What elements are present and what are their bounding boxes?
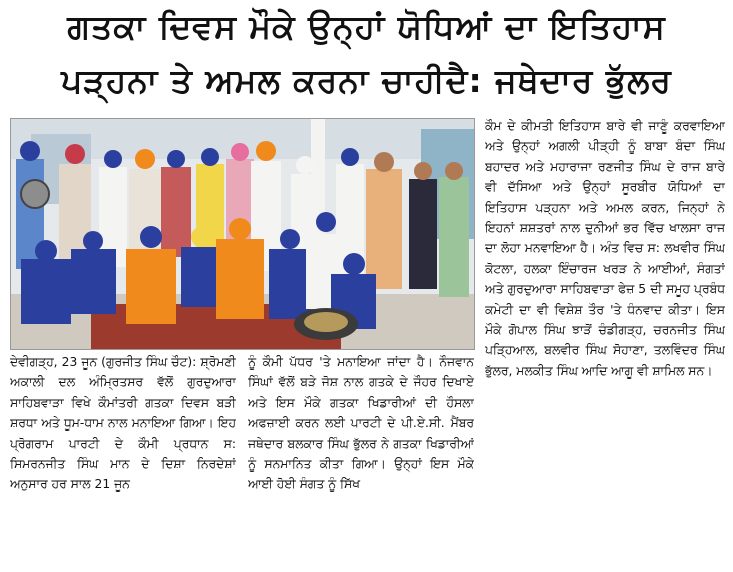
group-photo-icon (11, 119, 474, 349)
news-photo (10, 118, 475, 350)
headline-line-2: ਪੜ੍ਹਨਾ ਤੇ ਅਮਲ ਕਰਨਾ ਚਾਹੀਦੈ: ਜਥੇਦਾਰ ਭੁੱਲਰ (61, 61, 672, 100)
headline-line-1: ਗਤਕਾ ਦਿਵਸ ਮੌਕੇ ਉਨ੍ਹਾਂ ਯੋਧਿਆਂ ਦਾ ਇਤਿਹਾਸ (67, 7, 666, 46)
headline (0, 0, 733, 112)
article-column-middle: ਨੂੰ ਕੌਮੀ ਪੱਧਰ 'ਤੇ ਮਨਾਇਆ ਜਾਂਦਾ ਹੈ। ਨੌਜਵਾਨ ਸਿੰਘਾਂ ਵੱਲੋਂ ਬੜੇ ਜੋਸ਼ ਨਾਲ ਗਤਕੇ ਦੇ ਜੌਹਰ ਦਿਖਾਏ ਅਤੇ ਇਸ ਮੌਕੇ ਗਤਕਾ ਖਿਡਾਰੀਆਂ ਦੀ ਹੌਸਲਾ ਅਫਜ਼ਾਈ ਕਰਨ ਲਈ ਪਾਰਟੀ ਦੇ ਪੀ.ਏ.ਸੀ. ਮੈਂਬਰ ਜਥੇਦਾਰ ਬਲਕਾਰ ਸਿੰਘ ਭੁੱਲਰ ਨੇ ਗਤਕਾ ਖਿਡਾਰੀਆਂ ਨੂੰ ਸਨਮਾਨਿਤ ਕੀਤਾ ਗਿਆ। ਉਨ੍ਹਾਂ ਇਸ ਮੌਕੇ ਆਈ ਹੋਈ ਸੰਗਤ ਨੂੰ ਸਿੱਖ (248, 355, 474, 492)
article-column-left: ਦੇਵੀਗੜ੍ਹ, 23 ਜੂਨ (ਗੁਰਜੀਤ ਸਿੰਘ ਚੌਟ): ਸ਼੍ਰੋਮਣੀ ਅਕਾਲੀ ਦਲ ਅੰਮ੍ਰਿਤਸਰ ਵੱਲੋਂ ਗੁਰਦੁਆਰਾ ਸਾਹਿਬਵਾੜਾ ਵਿਖੇ ਕੌਮਾਂਤਰੀ ਗਤਕਾ ਦਿਵਸ ਬੜੀ ਸ਼ਰਧਾ ਅਤੇ ਧੂਮ-ਧਾਮ ਨਾਲ ਮਨਾਇਆ ਗਿਆ। ਇਹ ਪ੍ਰੋਗਰਾਮ ਪਾਰਟੀ ਦੇ ਕੌਮੀ ਪ੍ਰਧਾਨ ਸ: ਸਿਮਰਨਜੀਤ ਸਿੰਘ ਮਾਨ ਦੇ ਦਿਸ਼ਾ ਨਿਰਦੇਸ਼ਾਂ ਅਨੁਸਾਰ ਹਰ ਸਾਲ 21 ਜੂਨ (10, 355, 236, 492)
article-column-right: ਕੌਮ ਦੇ ਕੀਮਤੀ ਇਤਿਹਾਸ ਬਾਰੇ ਵੀ ਜਾਣੂੰ ਕਰਵਾਇਆ ਅਤੇ ਉਨ੍ਹਾਂ ਅਗਲੀ ਪੀੜ੍ਹੀ ਨੂੰ ਬਾਬਾ ਬੰਦਾ ਸਿੰਘ ਬਹਾਦਰ ਅਤੇ ਮਹਾਰਾਜਾ ਰਣਜੀਤ ਸਿੰਘ ਦੇ ਰਾਜ ਬਾਰੇ ਵੀ ਦੱਸਿਆ ਅਤੇ ਉਨ੍ਹਾਂ ਸੂਰਬੀਰ ਯੋਧਿਆਂ ਦਾ ਇਤਿਹਾਸ ਪੜ੍ਹਨਾ ਅਤੇ ਅਮਲ ਕਰਨ, ਜਿਨ੍ਹਾਂ ਨੇ ਇਹਨਾਂ ਸ਼ਸ਼ਤਰਾਂ ਨਾਲ ਦੁਨੀਆਂ ਭਰ ਵਿੱਚ ਖਾਲਸਾ ਰਾਜ ਦਾ ਲੋਹਾ ਮਨਵਾਇਆ ਹੈ। ਅੰਤ ਵਿਚ ਸ: ਲਖਵੀਰ ਸਿੰਘ ਕੋਟਲਾ, ਹਲਕਾ ਇੰਚਾਰਜ ਖਰੜ ਨੇ ਆਈਆਂ, ਸੰਗਤਾਂ ਅਤੇ ਗੁਰਦੁਆਰਾ ਸਾਹਿਬਵਾੜਾ ਫੇਜ਼ 5 ਦੀ ਸਮੂਹ ਪ੍ਰਬੰਧ ਕਮੇਟੀ ਦਾ ਵੀ ਵਿਸ਼ੇਸ਼ ਤੌਰ 'ਤੇ ਧੰਨਵਾਦ ਕੀਤਾ। ਇਸ ਮੌਕੇ ਗੋਪਾਲ ਸਿੰਘ ਝਾੜੋਂ ਚੰਡੀਗੜ੍ਹ, ਚਰਨਜੀਤ ਸਿੰਘ ਪੜ੍ਹਿਆਲ, ਬਲਵੀਰ ਸਿੰਘ ਸੋਹਾਣਾ, ਤਲਵਿੰਦਰ ਸਿੰਘ ਭੁੱਲਰ, ਮਲਕੀਤ ਸਿੰਘ ਆਦਿ ਆਗੂ ਵੀ ਸ਼ਾਮਿਲ ਸਨ। (485, 119, 725, 378)
